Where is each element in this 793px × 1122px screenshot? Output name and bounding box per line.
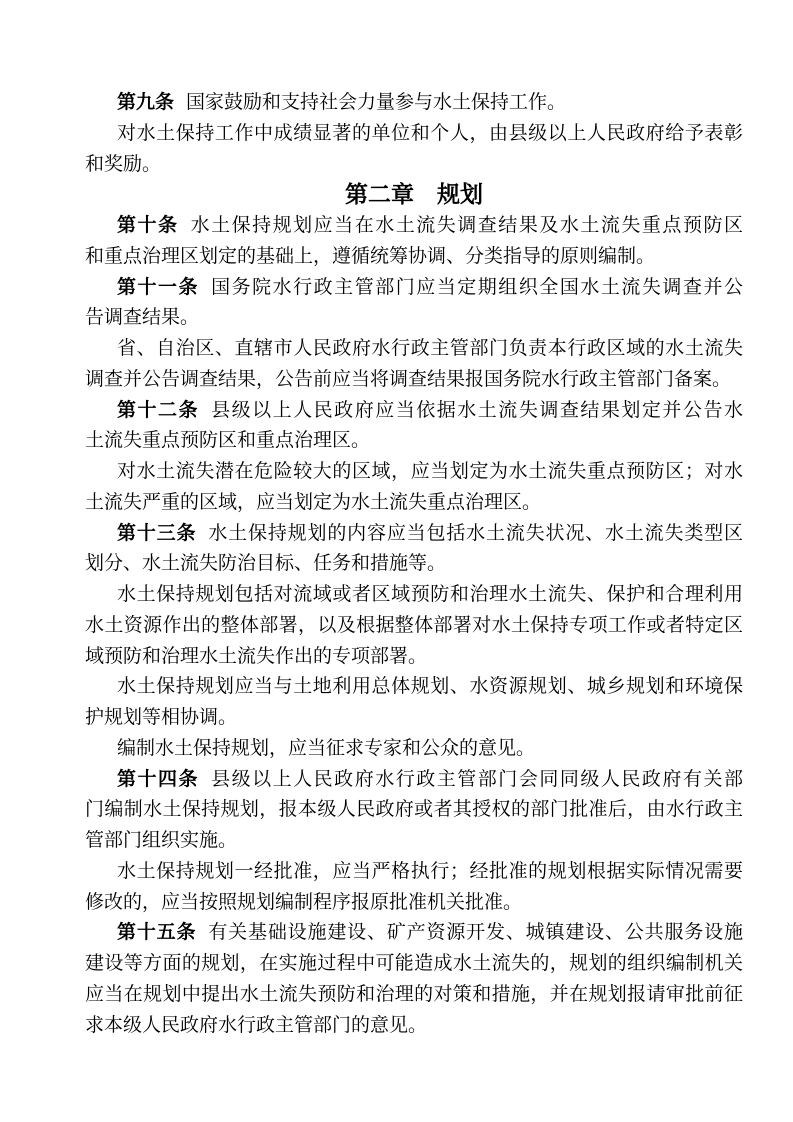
line-text: 水土保持规划应当与土地利用总体规划、水资源规划、城乡规划和环境保 [117, 676, 743, 698]
line-text: 管部门组织实施。 [85, 830, 238, 851]
text-line [85, 426, 743, 457]
text-line [85, 765, 743, 796]
line-text: 土流失严重的区域，应当划定为水土流失重点治理区。 [85, 491, 542, 513]
line-text: 门编制水土保持规划，报本级人民政府或者其授权的部门批准后，由水行政主 [85, 799, 743, 821]
text-line [85, 457, 743, 488]
text-line [85, 150, 743, 181]
line-text: 和奖励。 [85, 153, 162, 175]
line-text: 对水土保持工作中成绩显著的单位和个人，由县级以上人民政府给予表彰 [117, 122, 743, 144]
line-text: 省、自治区、直辖市人民政府水行政主管部门负责本行政区域的水土流失 [117, 338, 743, 359]
text-line [85, 857, 743, 888]
text-line [85, 888, 743, 919]
article-number: 第十三条 [117, 522, 197, 544]
text-line [85, 365, 743, 396]
line-text: 告调查结果。 [85, 307, 200, 329]
line-text: 土流失重点预防区和重点治理区。 [85, 430, 371, 452]
article-number: 第十五条 [117, 922, 197, 944]
line-text: 域预防和治理水土流失作出的专项部署。 [85, 645, 428, 667]
text-line [85, 273, 743, 304]
line-text: 和重点治理区划定的基础上，遵循统筹协调、分类指导的原则编制。 [85, 245, 656, 267]
text-line [85, 396, 743, 427]
line-text: 国家鼓励和支持社会力量参与水土保持工作。 [186, 92, 567, 113]
text-line [85, 119, 743, 150]
text-line [85, 611, 743, 642]
line-text: 有关基础设施建设、矿产资源开发、城镇建设、公共服务设施 [208, 922, 743, 944]
line-text: 划分、水土流失防治目标、任务和措施等。 [85, 553, 447, 575]
text-line [85, 672, 743, 703]
line-text: 修改的，应当按照规划编制程序报原批准机关批准。 [85, 891, 523, 913]
text-line [85, 549, 743, 580]
line-text: 建设等方面的规划，在实施过程中可能造成水土流失的，规划的组织编制机关 [85, 953, 743, 974]
line-text: 县级以上人民政府水行政主管部门会同同级人民政府有关部 [211, 768, 743, 790]
text-line [85, 734, 743, 765]
chapter-heading [85, 180, 743, 211]
text-line [85, 303, 743, 334]
text-line [85, 488, 743, 519]
line-text: 应当在规划中提出水土流失预防和治理的对策和措施，并在规划报请审批前征 [85, 983, 743, 1005]
line-text: 国务院水行政主管部门应当定期组织全国水土流失调查并公 [211, 276, 743, 298]
article-number: 第九条 [117, 92, 175, 113]
line-text: 编制水土保持规划，应当征求专家和公众的意见。 [117, 737, 536, 759]
text-line [85, 703, 743, 734]
article-number: 第十四条 [117, 768, 200, 790]
line-text: 水土资源作出的整体部署，以及根据整体部署对水土保持专项工作或者特定区 [85, 614, 743, 636]
article-number: 第十条 [117, 215, 179, 236]
line-text: 水土保持规划一经批准，应当严格执行；经批准的规划根据实际情况需要 [117, 860, 743, 882]
chapter-heading-text: 第二章 规划 [345, 182, 483, 208]
text-line [85, 211, 743, 242]
document-body [85, 88, 743, 1041]
text-line [85, 642, 743, 673]
text-line [85, 826, 743, 857]
text-line [85, 795, 743, 826]
text-line [85, 949, 743, 980]
line-text: 对水土流失潜在危险较大的区域，应当划定为水土流失重点预防区；对水 [117, 461, 743, 482]
text-line [85, 980, 743, 1011]
article-number: 第十二条 [117, 399, 200, 421]
line-text: 水土保持规划包括对流域或者区域预防和治理水土流失、保护和合理利用 [117, 584, 743, 605]
text-line [85, 88, 743, 119]
line-text: 护规划等相协调。 [85, 707, 238, 728]
text-line [85, 918, 743, 949]
article-number: 第十一条 [117, 276, 200, 298]
text-line [85, 242, 743, 273]
text-line [85, 580, 743, 611]
line-text: 水土保持规划的内容应当包括水土流失状况、水土流失类型区 [208, 522, 743, 544]
text-line [85, 1011, 743, 1042]
text-line [85, 519, 743, 550]
line-text: 调查并公告调查结果，公告前应当将调查结果报国务院水行政主管部门备案。 [85, 368, 732, 390]
text-line [85, 334, 743, 365]
line-text: 水土保持规划应当在水土流失调查结果及水土流失重点预防区 [190, 215, 743, 236]
line-text: 县级以上人民政府应当依据水土流失调查结果划定并公告水 [211, 399, 743, 421]
line-text: 求本级人民政府水行政主管部门的意见。 [85, 1014, 428, 1036]
